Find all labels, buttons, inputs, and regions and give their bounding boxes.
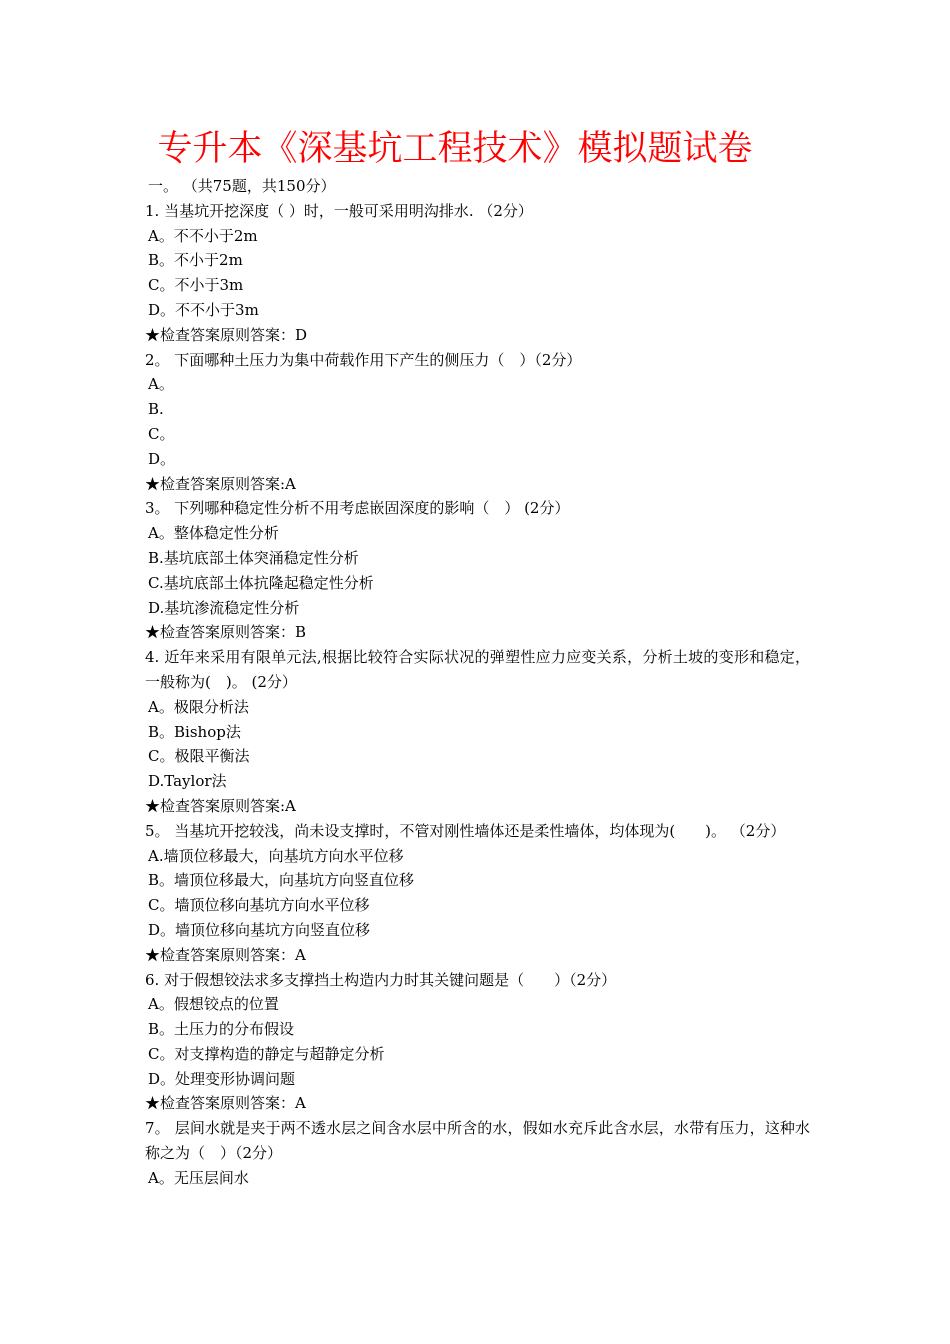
question-text: 5。 当基坑开挖较浅，尚未设支撑时，不管对刚性墙体还是柔性墙体，均体现为( )。 （2分） (145, 821, 786, 840)
question-option: C。墙顶位移向基坑方向水平位移 (148, 896, 370, 915)
question-option: A。假想铰点的位置 (148, 995, 279, 1014)
question-option: D.Taylor法 (148, 772, 227, 791)
answer-line: ★检查答案原则答案：A (145, 1094, 306, 1113)
section-header: 一。 （共75题，共150分） (148, 177, 336, 195)
question-option: B。Bishop法 (148, 722, 241, 741)
question-option: C。对支撑构造的静定与超静定分析 (148, 1044, 385, 1063)
question-option: C。极限平衡法 (148, 747, 250, 766)
question-option: D。不不小于3m (148, 300, 259, 319)
question-option: B。土压力的分布假设 (148, 1020, 295, 1039)
question-option: B. (148, 400, 164, 419)
question-option: B。不小于2m (148, 251, 243, 270)
question-text: 4. 近年来采用有限单元法,根据比较符合实际状况的弹塑性应力应变关系，分析土坡的变形和稳定，一般称为( )。 (2分） (145, 648, 810, 691)
question-option: A。无压层间水 (148, 1168, 249, 1187)
answer-line: ★检查答案原则答案:A (145, 474, 296, 493)
answer-line: ★检查答案原则答案：A (145, 945, 306, 964)
question-option: C。 (148, 424, 175, 443)
question-text: 6. 对于假想铰法求多支撑挡土构造内力时其关键问题是（ ）（2分） (145, 970, 617, 989)
question-option: B。墙顶位移最大，向基坑方向竖直位移 (148, 871, 415, 890)
question-option: A.墙顶位移最大，向基坑方向水平位移 (148, 846, 404, 865)
answer-line: ★检查答案原则答案：B (145, 623, 307, 642)
document-title: 专升本《深基坑工程技术》模拟题试卷 (157, 129, 753, 169)
question-option: A。整体稳定性分析 (148, 524, 279, 543)
answer-line: ★检查答案原则答案:A (145, 796, 296, 815)
question-option: D。处理变形协调问题 (148, 1069, 296, 1088)
question-text: 7。 层间水就是夹于两不透水层之间含水层中所含的水，假如水充斥此含水层，水带有压力，这种水称之为（ ）（2分） (145, 1119, 810, 1163)
question-option: D。墙顶位移向基坑方向竖直位移 (148, 920, 371, 939)
question-list (145, 174, 810, 1191)
question-text: 2。 下面哪种土压力为集中荷载作用下产生的侧压力（ ）（2分） (145, 350, 582, 369)
answer-line: ★检查答案原则答案：D (145, 325, 308, 344)
question-option: D.基坑渗流稳定性分析 (148, 598, 300, 617)
question-text: 1. 当基坑开挖深度（ ）时，一般可采用明沟排水. （2分） (145, 201, 533, 220)
question-option: B.基坑底部土体突涌稳定性分析 (148, 548, 359, 567)
question-option: C。不小于3m (148, 276, 244, 295)
question-option: A。 (148, 375, 174, 394)
question-option: C.基坑底部土体抗隆起稳定性分析 (148, 573, 374, 592)
question-option: A。不不小于2m (148, 226, 258, 245)
question-option: A。极限分析法 (148, 697, 249, 716)
question-text: 3。 下列哪种稳定性分析不用考虑嵌固深度的影响（ ） (2分） (145, 499, 570, 518)
question-option: D。 (148, 449, 176, 468)
